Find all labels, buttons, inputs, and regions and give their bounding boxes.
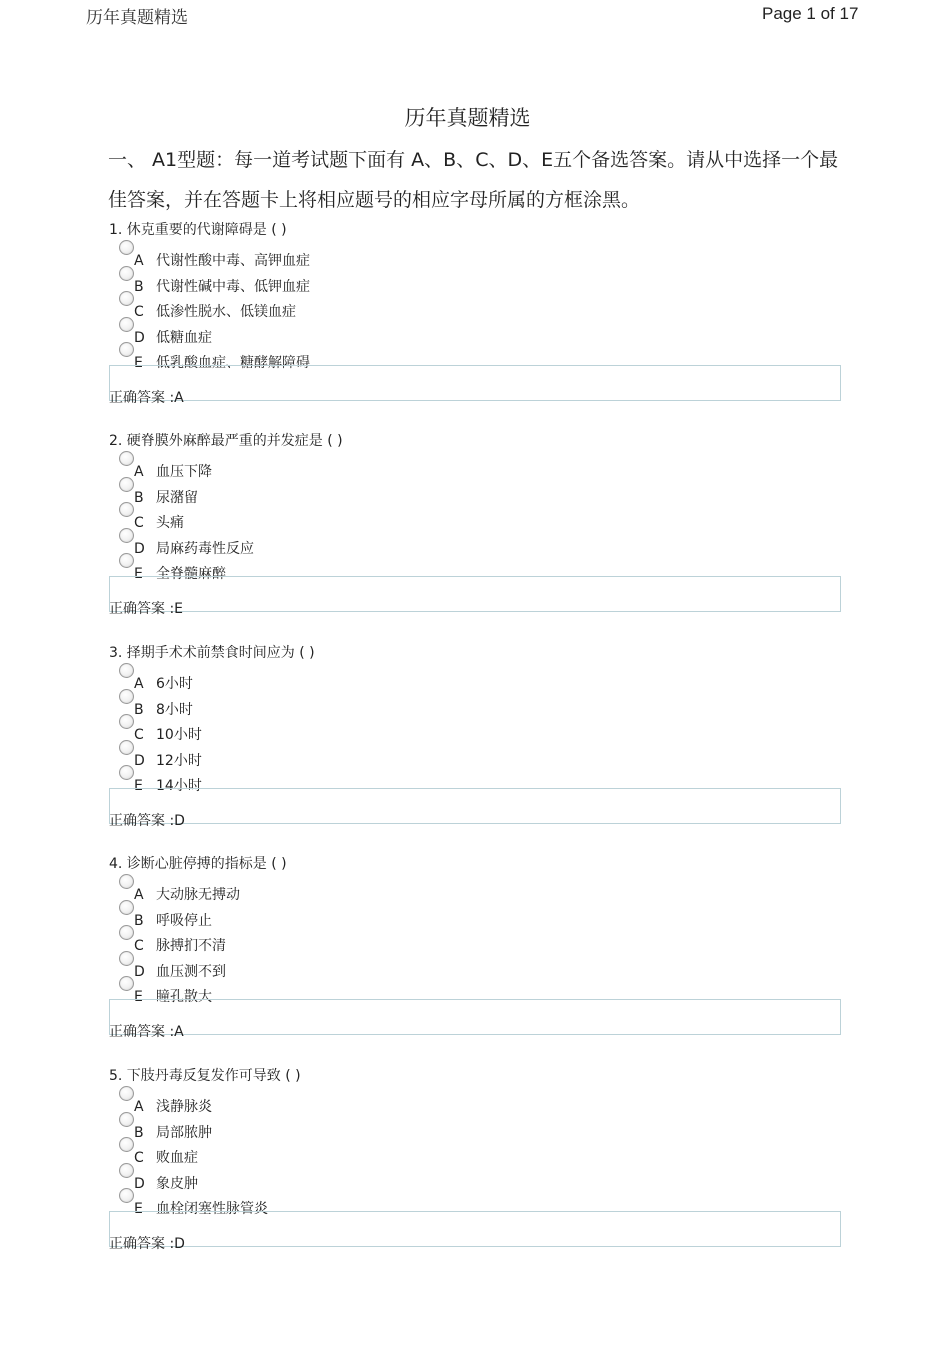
option-letter: D — [134, 1175, 145, 1192]
option-radio[interactable] — [119, 740, 134, 755]
option-text: 8小时 — [156, 701, 193, 718]
option-text: 呼吸停止 — [156, 912, 212, 929]
option-line — [134, 487, 198, 507]
option-line — [134, 724, 202, 744]
option-radio[interactable] — [119, 291, 134, 306]
option-letter: A — [134, 676, 144, 692]
correct-answer-value: A — [174, 390, 184, 406]
correct-answer — [109, 598, 183, 618]
correct-answer-value: D — [174, 813, 185, 829]
option-line — [134, 1122, 212, 1142]
option-line — [134, 910, 212, 930]
option-text: 代谢性酸中毒、高钾血症 — [156, 253, 310, 269]
option-line — [134, 935, 226, 955]
option-text: 血栓闭塞性脉管炎 — [156, 1201, 268, 1218]
option-text: 脉搏扪不清 — [156, 938, 226, 955]
answer-box — [109, 576, 841, 612]
option-letter: B — [134, 912, 144, 929]
option-radio[interactable] — [119, 502, 134, 517]
correct-answer — [109, 1021, 184, 1041]
running-title: 历年真题精选 — [86, 8, 188, 28]
correct-answer-value: A — [174, 1024, 184, 1040]
question-stem: 5. 下肢丹毒反复发作可导致 ( ) — [109, 1068, 301, 1084]
option-line — [134, 1173, 198, 1193]
option-line — [134, 699, 193, 719]
option-radio[interactable] — [119, 925, 134, 940]
option-line — [134, 512, 184, 532]
option-letter: B — [134, 489, 144, 506]
correct-answer — [109, 387, 184, 407]
option-text: 低糖血症 — [156, 329, 212, 346]
option-radio[interactable] — [119, 342, 134, 357]
instructions-text: 一、 A1型题：每一道考试题下面有 A、B、C、D、E五个备选答案。请从中选择一个最佳答案，并在答题卡上将相应题号的相应字母所属的方框涂黑。 — [108, 149, 839, 211]
option-line — [134, 250, 310, 270]
option-text: 低乳酸血症、糖酵解障碍 — [156, 355, 310, 372]
option-letter: A — [134, 464, 144, 480]
option-letter: A — [134, 253, 144, 269]
option-letter: C — [134, 304, 144, 321]
page-indicator: Page 1 of 17 — [762, 4, 859, 23]
option-line — [134, 538, 254, 558]
option-text: 尿潴留 — [156, 489, 198, 506]
correct-answer-value: D — [174, 1236, 185, 1252]
option-text: 6小时 — [156, 676, 193, 692]
option-text: 浅静脉炎 — [156, 1099, 212, 1115]
option-text: 14小时 — [156, 778, 202, 795]
option-letter: C — [134, 938, 144, 955]
option-text: 头痛 — [156, 515, 184, 532]
option-radio[interactable] — [119, 951, 134, 966]
option-text: 象皮肿 — [156, 1175, 198, 1192]
option-radio[interactable] — [119, 663, 134, 678]
document-title: 历年真题精选 — [404, 106, 531, 130]
option-line — [134, 327, 212, 347]
answer-box — [109, 365, 841, 401]
option-letter: A — [134, 1099, 144, 1115]
option-radio[interactable] — [119, 1188, 134, 1203]
option-radio[interactable] — [119, 553, 134, 568]
correct-answer — [109, 1233, 185, 1253]
correct-answer-label: 正确答案 : — [109, 813, 175, 829]
option-letter: E — [134, 566, 143, 583]
correct-answer-label: 正确答案 : — [109, 1024, 175, 1040]
option-letter: D — [134, 752, 145, 769]
option-text: 血压下降 — [156, 464, 212, 480]
option-radio[interactable] — [119, 266, 134, 281]
option-text: 全脊髓麻醉 — [156, 566, 226, 583]
option-letter: B — [134, 278, 144, 295]
option-text: 12小时 — [156, 752, 202, 769]
option-text: 低渗性脱水、低镁血症 — [156, 304, 296, 321]
option-radio[interactable] — [119, 1137, 134, 1152]
option-letter: E — [134, 355, 143, 372]
option-line — [134, 301, 296, 321]
option-letter: C — [134, 1150, 144, 1167]
answer-box — [109, 999, 841, 1035]
option-radio[interactable] — [119, 528, 134, 543]
option-radio[interactable] — [119, 765, 134, 780]
question-stem: 4. 诊断心脏停搏的指标是 ( ) — [109, 856, 287, 872]
option-radio[interactable] — [119, 1163, 134, 1178]
option-text: 10小时 — [156, 727, 202, 744]
option-radio[interactable] — [119, 451, 134, 466]
option-letter: D — [134, 540, 145, 557]
option-text: 代谢性碱中毒、低钾血症 — [156, 278, 310, 295]
correct-answer — [109, 810, 185, 830]
option-text: 局部脓肿 — [156, 1124, 212, 1141]
option-radio[interactable] — [119, 900, 134, 915]
answer-box — [109, 788, 841, 824]
option-radio[interactable] — [119, 976, 134, 991]
option-letter: E — [134, 1201, 143, 1218]
option-line — [134, 276, 310, 296]
option-text: 大动脉无搏动 — [156, 887, 240, 903]
option-letter: C — [134, 515, 144, 532]
option-letter: E — [134, 778, 143, 795]
option-line — [134, 750, 202, 770]
option-letter: A — [134, 887, 144, 903]
option-line — [134, 884, 240, 904]
option-letter: D — [134, 329, 145, 346]
question-stem: 2. 硬脊膜外麻醉最严重的并发症是 ( ) — [109, 433, 343, 449]
option-letter: C — [134, 727, 144, 744]
option-letter: D — [134, 963, 145, 980]
option-radio[interactable] — [119, 689, 134, 704]
correct-answer-label: 正确答案 : — [109, 1236, 175, 1252]
option-letter: B — [134, 701, 144, 718]
option-letter: B — [134, 1124, 144, 1141]
option-radio[interactable] — [119, 714, 134, 729]
option-radio[interactable] — [119, 1112, 134, 1127]
option-radio[interactable] — [119, 317, 134, 332]
option-line — [134, 461, 212, 481]
correct-answer-value: E — [174, 601, 184, 617]
option-text: 血压测不到 — [156, 963, 226, 980]
question-stem: 1. 休克重要的代谢障碍是 ( ) — [109, 222, 287, 238]
option-text: 局麻药毒性反应 — [156, 540, 254, 557]
answer-box — [109, 1211, 841, 1247]
question-stem: 3. 择期手术术前禁食时间应为 ( ) — [109, 645, 315, 661]
option-text: 败血症 — [156, 1150, 198, 1167]
option-line — [134, 1147, 198, 1167]
option-radio[interactable] — [119, 874, 134, 889]
correct-answer-label: 正确答案 : — [109, 390, 175, 406]
option-line — [134, 1096, 212, 1116]
option-radio[interactable] — [119, 240, 134, 255]
option-text: 瞳孔散大 — [156, 989, 212, 1006]
option-letter: E — [134, 989, 143, 1006]
correct-answer-label: 正确答案 : — [109, 601, 175, 617]
option-line — [134, 673, 193, 693]
option-radio[interactable] — [119, 1086, 134, 1101]
option-radio[interactable] — [119, 477, 134, 492]
option-line — [134, 961, 226, 981]
